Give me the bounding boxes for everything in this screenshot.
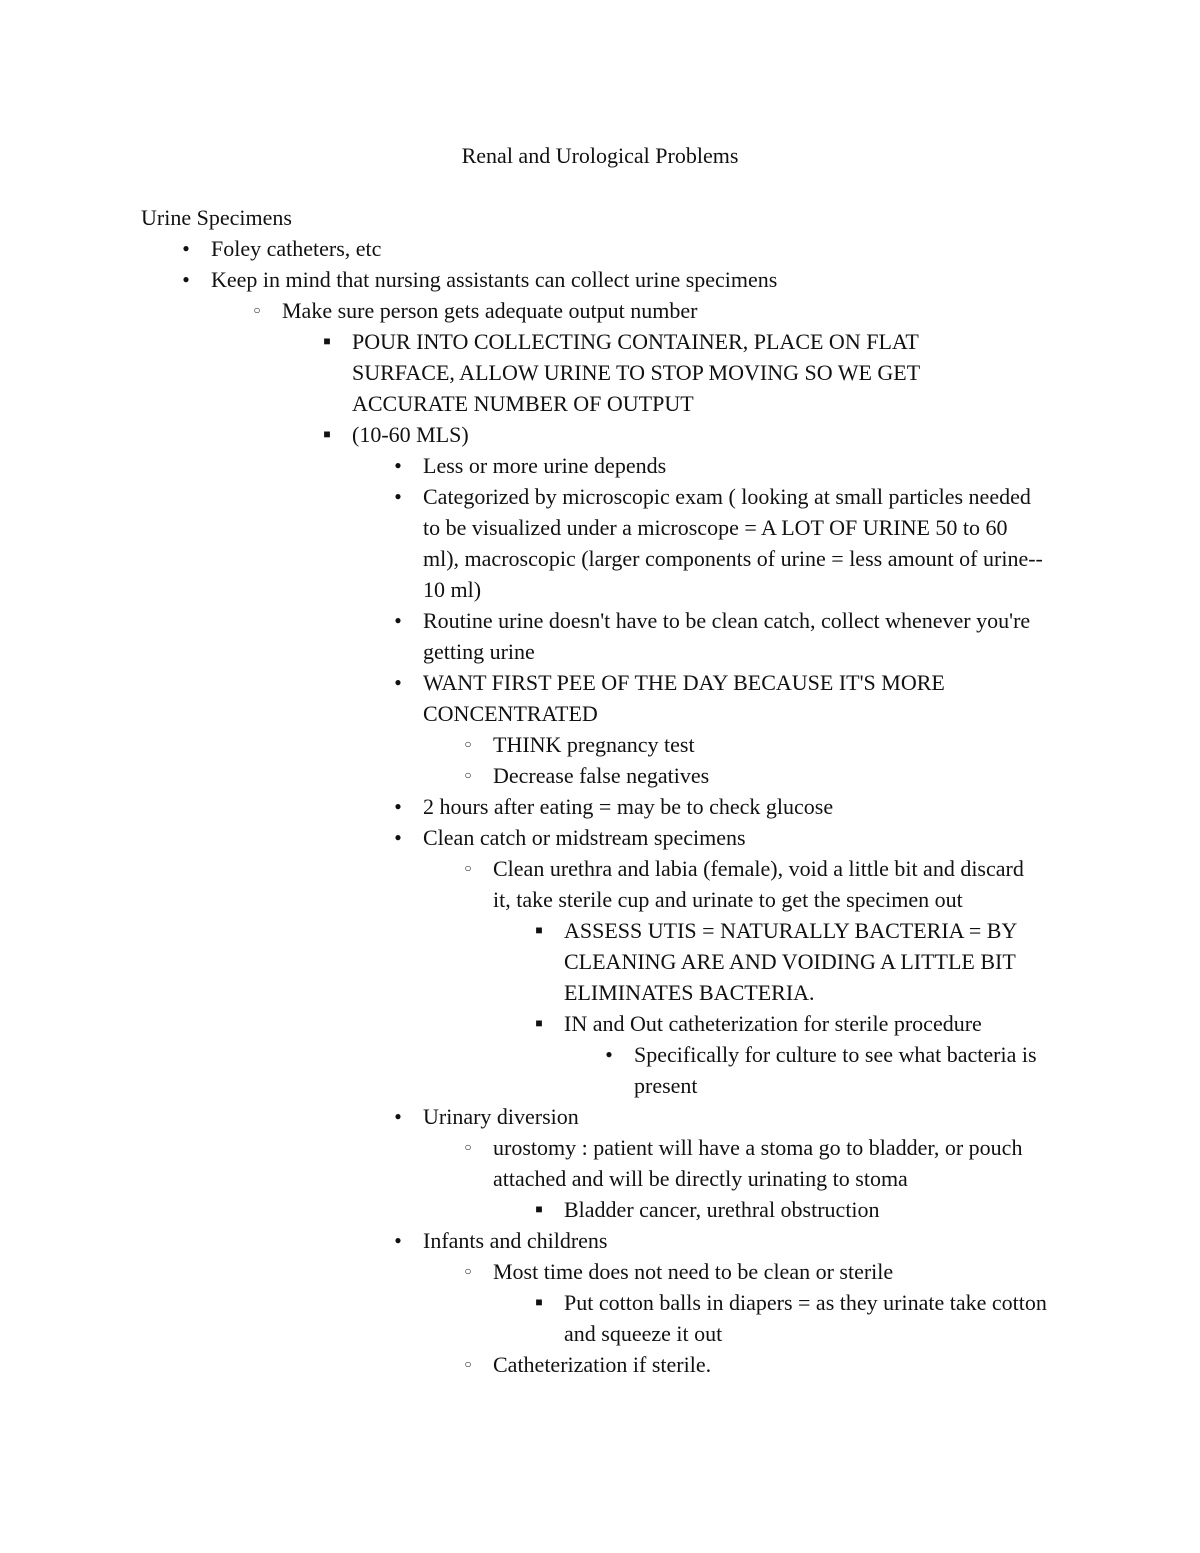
square-bullet-icon	[529, 1287, 549, 1318]
list-item	[0, 1349, 1200, 1380]
list-item	[0, 295, 1200, 326]
circle-bullet-icon	[458, 760, 478, 791]
page-title: Renal and Urological Problems	[461, 143, 739, 168]
list-item-text: urostomy : patient will have a stoma go to bladder, or pouch attached and will be directly urinating to stoma	[493, 1135, 1023, 1191]
list-item	[0, 450, 1200, 481]
list-item-text: Decrease false negatives	[493, 763, 710, 788]
square-bullet-icon	[317, 419, 337, 450]
list-item	[0, 667, 1200, 729]
list-item	[0, 915, 1200, 1008]
square-bullet-icon	[529, 915, 549, 946]
circle-bullet-icon	[458, 1132, 478, 1163]
list-item	[0, 264, 1200, 295]
list-item-text: Urinary diversion	[423, 1104, 579, 1129]
disc-bullet-icon	[388, 481, 408, 512]
list-item	[0, 1008, 1200, 1039]
square-bullet-icon	[529, 1194, 549, 1225]
bullet-list	[0, 233, 1200, 1380]
list-item	[0, 760, 1200, 791]
list-item-text: 2 hours after eating = may be to check glucose	[423, 794, 834, 819]
list-item	[0, 853, 1200, 915]
list-item-text: (10-60 MLS)	[352, 422, 469, 447]
list-item-text: Infants and childrens	[423, 1228, 608, 1253]
list-item	[0, 1101, 1200, 1132]
list-item	[0, 419, 1200, 450]
disc-bullet-icon	[176, 233, 196, 264]
disc-bullet-icon	[388, 1225, 408, 1256]
list-item-text: Put cotton balls in diapers = as they urinate take cotton and squeeze it out	[564, 1290, 1047, 1346]
square-bullet-icon	[529, 1008, 549, 1039]
list-item-text: Catheterization if sterile.	[493, 1352, 712, 1377]
disc-bullet-icon	[388, 1101, 408, 1132]
section-heading: Urine Specimens	[141, 205, 292, 230]
disc-bullet-icon	[388, 667, 408, 698]
list-item-text: ASSESS UTIS = NATURALLY BACTERIA = BY CLEANING ARE AND VOIDING A LITTLE BIT ELIMINATES BACTERIA.	[564, 918, 1017, 1005]
disc-bullet-icon	[599, 1039, 619, 1070]
list-item	[0, 791, 1200, 822]
disc-bullet-icon	[388, 822, 408, 853]
list-item	[0, 1287, 1200, 1349]
square-bullet-icon	[317, 326, 337, 357]
list-item	[0, 481, 1200, 605]
list-item-text: IN and Out catheterization for sterile procedure	[564, 1011, 982, 1036]
list-item	[0, 1225, 1200, 1256]
circle-bullet-icon	[458, 729, 478, 760]
list-item-text: Bladder cancer, urethral obstruction	[564, 1197, 880, 1222]
list-item	[0, 729, 1200, 760]
list-item-text: Foley catheters, etc	[211, 236, 382, 261]
list-item-text: Clean urethra and labia (female), void a little bit and discard it, take sterile cup and urinate to get the specimen out	[493, 856, 1024, 912]
list-item-text: Routine urine doesn't have to be clean catch, collect whenever you're getting urine	[423, 608, 1031, 664]
list-item-text: Keep in mind that nursing assistants can collect urine specimens	[211, 267, 778, 292]
disc-bullet-icon	[176, 264, 196, 295]
circle-bullet-icon	[458, 853, 478, 884]
list-item	[0, 605, 1200, 667]
list-item	[0, 1132, 1200, 1194]
list-item-text: Most time does not need to be clean or sterile	[493, 1259, 894, 1284]
circle-bullet-icon	[458, 1349, 478, 1380]
disc-bullet-icon	[388, 450, 408, 481]
circle-bullet-icon	[458, 1256, 478, 1287]
list-item	[0, 1039, 1200, 1101]
list-item-text: Specifically for culture to see what bacteria is present	[634, 1042, 1037, 1098]
list-item	[0, 822, 1200, 853]
list-item	[0, 326, 1200, 419]
list-item	[0, 1256, 1200, 1287]
disc-bullet-icon	[388, 791, 408, 822]
list-item-text: Less or more urine depends	[423, 453, 667, 478]
list-item	[0, 1194, 1200, 1225]
list-item-text: WANT FIRST PEE OF THE DAY BECAUSE IT'S MORE CONCENTRATED	[423, 670, 945, 726]
list-item-text: Clean catch or midstream specimens	[423, 825, 746, 850]
list-item-text: POUR INTO COLLECTING CONTAINER, PLACE ON FLAT SURFACE, ALLOW URINE TO STOP MOVING SO WE GET ACCURATE NUMBER OF OUTPUT	[352, 329, 920, 416]
list-item-text: Categorized by microscopic exam ( looking at small particles needed to be visualized under a microscope = A LOT OF URINE 50 to 60 ml), macroscopic (larger components of urine = less amount of urine-- 10 ml)	[423, 484, 1043, 602]
circle-bullet-icon	[247, 295, 267, 326]
list-item	[0, 233, 1200, 264]
list-item-text: Make sure person gets adequate output number	[282, 298, 698, 323]
disc-bullet-icon	[388, 605, 408, 636]
list-item-text: THINK pregnancy test	[493, 732, 695, 757]
